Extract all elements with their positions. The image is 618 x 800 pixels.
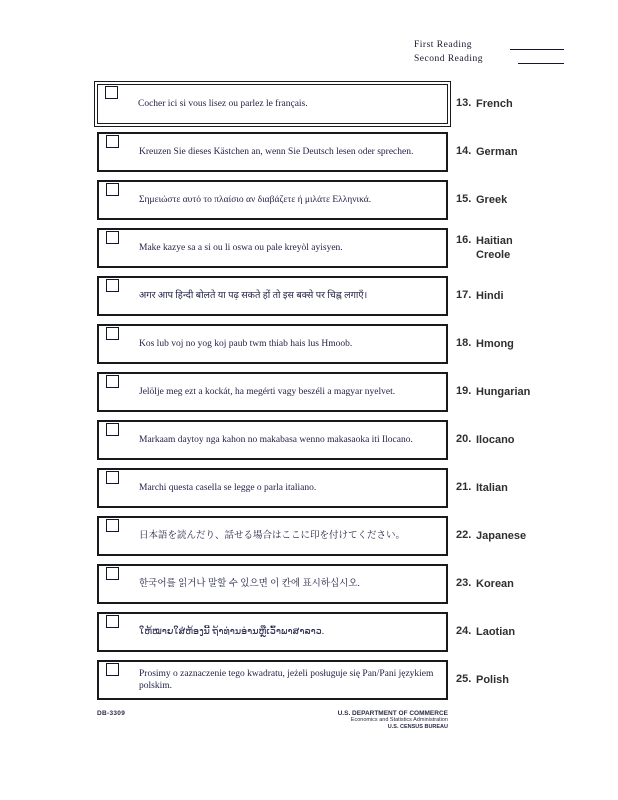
language-instruction-text: Kos lub voj no yog koj paub twm thiab hais lus Hmoob.	[139, 339, 353, 349]
page-footer	[97, 710, 448, 731]
language-row	[97, 468, 567, 508]
language-card	[97, 660, 448, 700]
language-instruction-text: ໃຫ້ໝາຍໃສ່ຫ້ອງນີ້ ຖ້າທ່ານອ່ານຫຼືເວົ້າພາສາລາວ.	[139, 627, 325, 637]
language-name: Italian	[476, 482, 508, 494]
language-number: 20.	[456, 433, 472, 445]
language-row	[97, 276, 567, 316]
form-number: DB-3309	[97, 710, 126, 717]
language-name: Korean	[476, 578, 514, 590]
language-name: German	[476, 146, 518, 158]
language-number: 16.	[456, 234, 472, 246]
language-card	[97, 468, 448, 508]
language-row-list	[97, 84, 567, 708]
language-name: Ilocano	[476, 434, 515, 446]
language-name: Japanese	[476, 530, 527, 542]
language-card	[97, 276, 448, 316]
language-label	[456, 468, 548, 508]
language-name: Laotian	[476, 626, 516, 638]
language-instruction-text: Cocher ici si vous lisez ou parlez le français.	[138, 99, 308, 109]
first-reading-label: First Reading	[414, 40, 472, 50]
language-checkbox[interactable]	[106, 231, 119, 244]
language-label	[456, 276, 548, 316]
language-checkbox[interactable]	[106, 423, 119, 436]
language-name: Greek	[476, 194, 508, 206]
agency-block	[338, 710, 448, 731]
language-number: 19.	[456, 385, 472, 397]
language-card	[97, 420, 448, 460]
language-row	[97, 420, 567, 460]
language-row	[97, 372, 567, 412]
language-label	[456, 372, 548, 412]
language-card	[97, 564, 448, 604]
language-name: French	[476, 98, 513, 110]
language-checkbox[interactable]	[106, 567, 119, 580]
agency-line-3: U.S. CENSUS BUREAU	[387, 724, 448, 730]
language-label	[456, 228, 548, 268]
language-instruction-text: 한국어를 읽거나 말할 수 있으면 이 칸에 표시하십시오.	[139, 579, 360, 589]
language-instruction-text: Marchi questa casella se legge o parla italiano.	[139, 483, 317, 493]
language-instruction-text: Jelölje meg ezt a kockát, ha megérti vagy beszéli a magyar nyelvet.	[139, 387, 396, 397]
language-instruction-text: Markaam daytoy nga kahon no makabasa wenno makasaoka iti Ilocano.	[139, 435, 413, 445]
language-checkbox[interactable]	[106, 135, 119, 148]
language-checkbox[interactable]	[106, 519, 119, 532]
language-instruction-text: Prosimy o zaznaczenie tego kwadratu, jeżeli posługuje się Pan/Pani językiem polskim.	[139, 669, 434, 691]
language-row	[97, 324, 567, 364]
language-row	[97, 564, 567, 604]
language-name: Hungarian	[476, 386, 531, 398]
language-card	[97, 516, 448, 556]
language-label	[456, 132, 548, 172]
language-row	[97, 660, 567, 700]
language-checkbox[interactable]	[106, 375, 119, 388]
language-card	[97, 84, 448, 124]
language-number: 14.	[456, 145, 472, 157]
language-label	[456, 612, 548, 652]
language-number: 13.	[456, 97, 472, 109]
language-name: Hindi	[476, 290, 504, 302]
language-card	[97, 228, 448, 268]
language-number: 17.	[456, 289, 472, 301]
language-checkbox[interactable]	[105, 86, 118, 99]
language-label	[456, 324, 548, 364]
language-number: 21.	[456, 481, 472, 493]
language-row	[97, 132, 567, 172]
language-checkbox[interactable]	[106, 279, 119, 292]
first-reading-row	[414, 36, 564, 50]
language-instruction-text: अगर आप हिन्दी बोलते या पढ़ सकते हों तो इस बक्से पर चिह्न लगाएँ।	[139, 291, 368, 301]
language-card	[97, 180, 448, 220]
second-reading-label: Second Reading	[414, 54, 484, 64]
language-number: 15.	[456, 193, 472, 205]
language-card	[97, 324, 448, 364]
language-card	[97, 372, 448, 412]
language-checkbox[interactable]	[106, 615, 119, 628]
language-label	[456, 84, 548, 124]
language-number: 23.	[456, 577, 472, 589]
language-label	[456, 420, 548, 460]
language-label	[456, 516, 548, 556]
language-checkbox[interactable]	[106, 471, 119, 484]
language-instruction-text: 日本語を読んだり、話せる場合はここに印を付けてください。	[139, 531, 406, 541]
language-card	[97, 612, 448, 652]
language-number: 24.	[456, 625, 472, 637]
language-checkbox[interactable]	[106, 183, 119, 196]
language-row	[97, 228, 567, 268]
language-name: Hmong	[476, 338, 514, 350]
reading-header	[414, 36, 564, 64]
language-number: 25.	[456, 673, 472, 685]
language-label	[456, 180, 548, 220]
language-number: 22.	[456, 529, 472, 541]
second-reading-blank-line[interactable]	[518, 54, 564, 64]
language-label	[456, 564, 548, 604]
language-instruction-text: Make kazye sa a si ou li oswa ou pale kreyòl ayisyen.	[139, 243, 343, 253]
language-instruction-text: Kreuzen Sie dieses Kästchen an, wenn Sie Deutsch lesen oder sprechen.	[139, 147, 414, 157]
language-instruction-text: Σημειώστε αυτό το πλαίσιο αν διαβάζετε ή μιλάτε Ελληνικά.	[139, 195, 372, 205]
language-label	[456, 660, 548, 700]
agency-line-1: U.S. DEPARTMENT OF COMMERCE	[337, 710, 448, 717]
language-card	[97, 132, 448, 172]
first-reading-blank-line[interactable]	[510, 40, 564, 50]
agency-line-2: Economics and Statistics Administration	[350, 717, 448, 723]
language-number: 18.	[456, 337, 472, 349]
language-checkbox[interactable]	[106, 663, 119, 676]
language-row	[97, 612, 567, 652]
second-reading-row	[414, 50, 564, 64]
language-row	[97, 84, 567, 124]
language-row	[97, 516, 567, 556]
language-name: Haitian Creole	[476, 235, 513, 261]
language-name: Polish	[476, 674, 510, 686]
language-checkbox[interactable]	[106, 327, 119, 340]
language-row	[97, 180, 567, 220]
